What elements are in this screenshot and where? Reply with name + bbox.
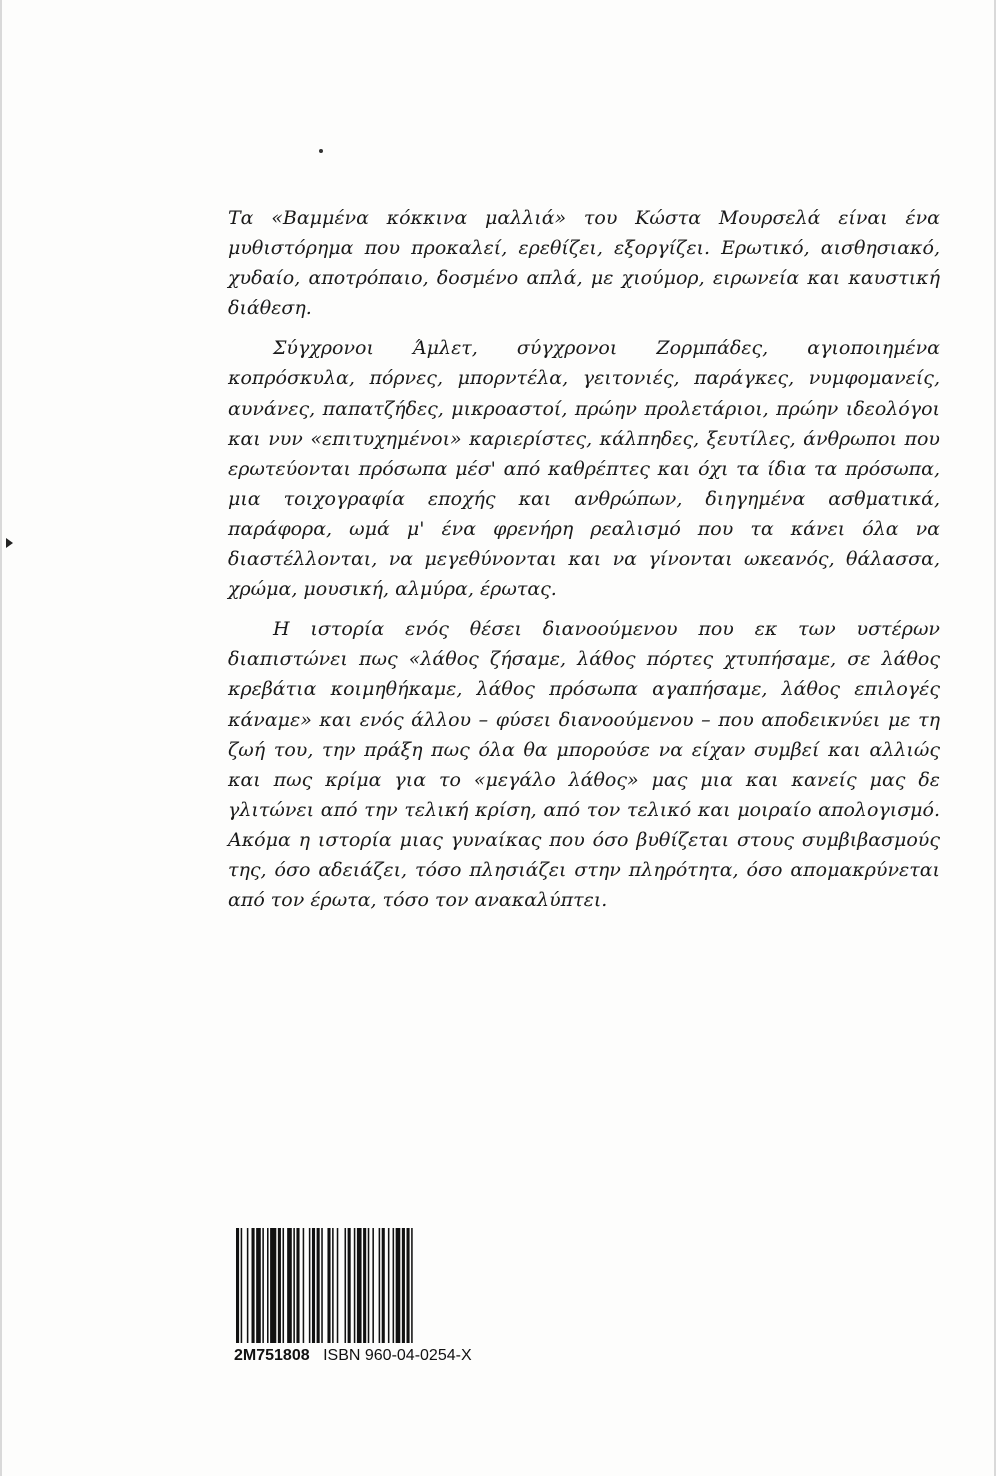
barcode-bar [293, 1228, 295, 1343]
barcode-bar [309, 1228, 311, 1343]
barcode-bar [357, 1228, 362, 1343]
barcode-bar [345, 1228, 347, 1343]
print-speck [319, 149, 323, 153]
barcode-bar [388, 1228, 390, 1343]
barcode-bar [372, 1228, 374, 1343]
barcode-bar [303, 1228, 305, 1343]
barcode-bar [393, 1228, 395, 1343]
barcode-bar [402, 1228, 405, 1343]
description-paragraph: Η ιστορία ενός θέσει διανοούμενου που εκ των υστέρων διαπιστώνει πως «λάθος ζήσαμε, λάθος πόρτες χτυπήσαμε, σε λάθος κρεβάτια κοιμηθήκαμε, λάθος πρόσωπα αγαπήσαμε, λάθος επιλογές κάναμε» και ενός άλλου – φύσει διανοούμενου – που αποδεικνύει με τη ζωή του, την πράξη πως όλα θα μπορούσε να είχαν συμβεί και αλλιώς και πως κρίμα για το «μεγάλο λάθος» μας μια και κανείς μας δε γλιτώνει από την τελική κρίση, από τον τελικό και μοιραίο απολογισμό. Ακόμα η ιστορία μιας γυναίκας που όσο βυθίζεται στους συμβιβασμούς της, όσο αδειάζει, τόσο πλησιάζει στην πληρότητα, όσο απομακρύνεται από τον έρωτα, τόσο τον ανακαλύπτει. [228, 618, 940, 912]
barcode-bar [267, 1228, 269, 1343]
barcode-bar [337, 1228, 339, 1343]
barcode-image [234, 1228, 506, 1343]
barcode-bar [312, 1228, 315, 1343]
barcode-bar [363, 1228, 366, 1343]
description-paragraph: Τα «Βαμμένα κόκκινα μαλλιά» του Κώστα Μουρσελά είναι ένα μυθιστόρημα που προκαλεί, ερεθίζει, εξοργίζει. Ερωτικό, αισθησιακό, χυδαίο, αποτρόπαιο, δοσμένο απλά, με χιούμορ, ειρωνεία και καυστική διάθεση. [228, 207, 940, 320]
barcode-bar [296, 1228, 299, 1343]
barcode-caption [234, 1347, 506, 1371]
barcode-bar [382, 1228, 385, 1343]
barcode-bar [396, 1228, 401, 1343]
barcode-block [234, 1228, 506, 1371]
barcode-bar [327, 1228, 330, 1343]
barcode-bar [407, 1228, 410, 1343]
barcode-bar [283, 1228, 285, 1343]
barcode-bar [256, 1228, 261, 1343]
barcode-bar [368, 1228, 370, 1343]
barcode-bar [252, 1228, 255, 1343]
barcode-code: 2M751808 [234, 1347, 310, 1364]
barcode-bar [354, 1228, 356, 1343]
barcode-bar [317, 1228, 320, 1343]
barcode-bar [241, 1228, 243, 1343]
barcode-bar [379, 1228, 381, 1343]
barcode-bar [321, 1228, 323, 1343]
book-description [228, 203, 940, 925]
barcode-bar [287, 1228, 292, 1343]
barcode-bar [262, 1228, 264, 1343]
barcode-bar [348, 1228, 351, 1343]
barcode-bar [236, 1228, 239, 1343]
isbn-label: ISBN 960-04-0254-X [323, 1347, 472, 1364]
barcode-bar [278, 1228, 281, 1343]
barcode-bar [270, 1228, 276, 1343]
description-paragraph: Σύγχρονοι Άμλετ, σύγχρονοι Ζορμπάδες, αγιοποιημένα κοπρόσκυλα, πόρνες, μπορντέλα, γειτονιές, παράγκες, νυμφομανείς, αυνάνες, παπατζήδες, μικροαστοί, πρώην προλετάριοι, πρώην ιδεολόγοι και νυν «επιτυχημένοι» καριερίστες, κάλπηδες, ξευτίλες, άνθρωποι που ερωτεύονται πρόσωπα μέσ' από καθρέπτες και όχι τα ίδια τα πρόσωπα, μια τοιχογραφία εποχής και ανθρώπων, διηγημένα ασθματικά, παράφορα, ωμά μ' ένα φρενήρη ρεαλισμό που τα κάνει όλα να διαστέλλονται, να μεγεθύνονται και να γίνονται ωκεανός, θάλασσα, χρώμα, μουσική, αλμύρα, έρωτας. [228, 337, 940, 601]
barcode-bar [247, 1228, 249, 1343]
barcode-bar [411, 1228, 413, 1343]
barcode-bar [332, 1228, 334, 1343]
edge-mark [6, 538, 13, 548]
